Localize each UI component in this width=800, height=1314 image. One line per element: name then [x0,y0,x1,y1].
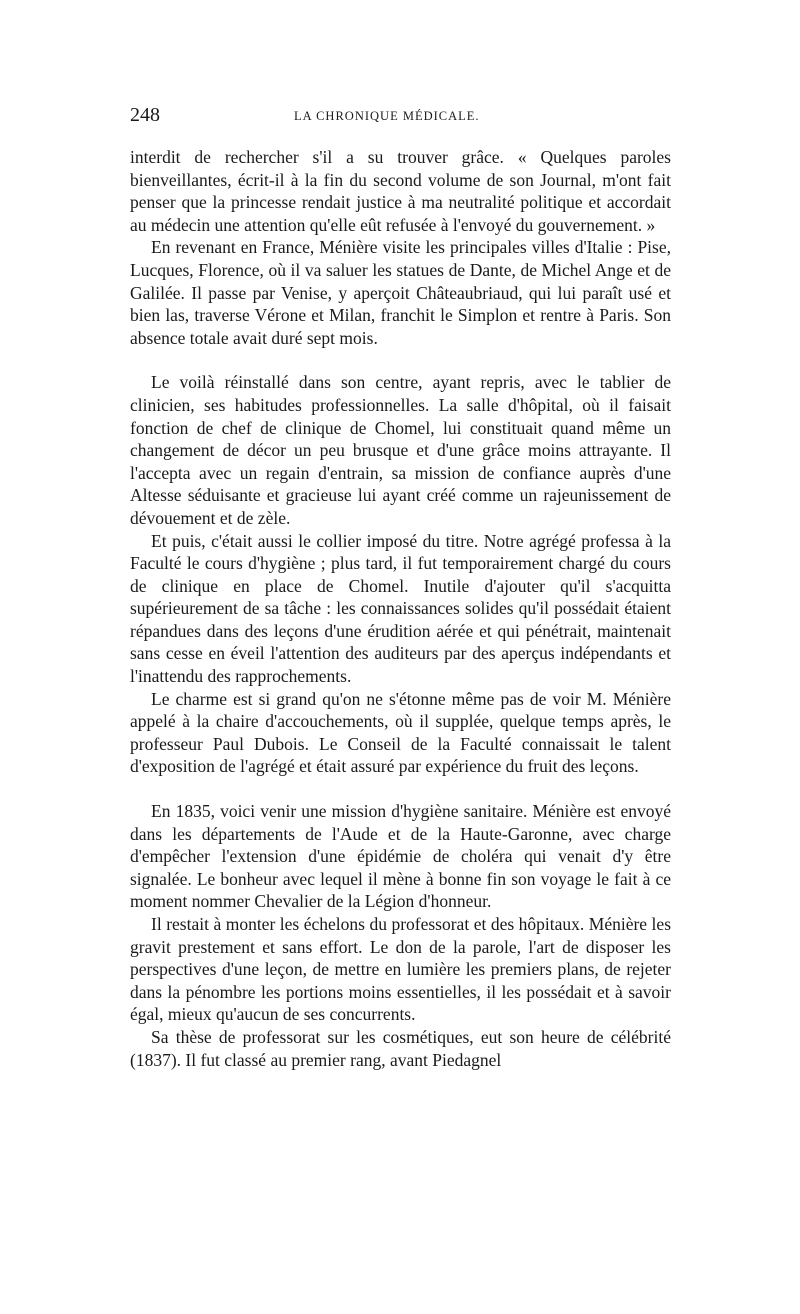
running-title: LA CHRONIQUE MÉDICALE. [294,109,480,123]
paragraph-italy-journey: En revenant en France, Ménière visite les principales villes d'Italie : Pise, Lucques, Florence, où il va saluer les statues de Dante, de Michel Ange et de Galilée. Il passe par Venise, y aperçoit Châteaubriaud, qui lui paraît usé et bien las, traverse Vérone et Milan, franchit le Simplon et rentre à Paris. Son absence totale avait duré sept mois. [130,237,671,348]
page-header [130,104,671,130]
paragraph-faculty-teaching: Et puis, c'était aussi le collier imposé du titre. Notre agrégé professa à la Faculté le cours d'hygiène ; plus tard, il fut temporairement chargé du cours de clinique en place de Chomel. Inutile d'ajouter qu'il s'acquitta supérieurement de sa tâche : les connaissances solides qu'il possédait étaient répandues dans des leçons d'une érudition aérée et qui pénétrait, maintenait sans cesse en éveil l'attention des auditeurs par des aperçus indépendants et l'inattendu des rapprochements. [130,530,671,687]
paragraph-obstetrics-chair: Le charme est si grand qu'on ne s'étonne même pas de voir M. Ménière appelé à la chaire d'accouchements, où il supplée, quelque temps après, le professeur Paul Dubois. Le Conseil de la Faculté connaissait le talent d'exposition de l'agrégé et était assuré par expérience du fruit des leçons. [130,688,671,777]
paragraph-professorship: Il restait à monter les échelons du professorat et des hôpitaux. Ménière les gravit prestement et sans effort. Le don de la parole, l'art de disposer les perspectives d'une leçon, de mettre en lumière les premiers plans, de rejeter dans la pénombre les portions moins essentielles, il les possédait et à savoir égal, mieux qu'aucun de ses concurrents. [130,914,671,1025]
paragraph-continuation: interdit de rechercher s'il a su trouver grâce. « Quelques paroles bienveillantes, écrit-il à la fin du second volume de son Journal, m'ont fait penser que la princesse rendait justice à ma neutralité politique et accordait au médecin une attention qu'elle eût refusée à l'envoyé du gouvernement. » [130,147,671,235]
page-number: 248 [130,104,160,126]
page-body [130,146,671,1071]
paragraph-thesis: Sa thèse de professorat sur les cosmétiques, eut son heure de célébrité (1837). Il fut classé au premier rang, avant Piedagnel [130,1026,671,1070]
paragraph-return-clinic: Le voilà réinstallé dans son centre, ayant repris, avec le tablier de clinicien, ses habitudes professionnelles. La salle d'hôpital, où il faisait fonction de chef de clinique de Chomel, lui constituait quand même un changement de décor un peu brusque et d'une grâce moins attrayante. Il l'accepta avec un regain d'entrain, sa mission de confiance auprès d'une Altesse séduisante et gracieuse lui ayant créé comme un rajeunissement de dévouement et de zèle. [130,372,671,528]
paragraph-cholera-mission: En 1835, voici venir une mission d'hygiène sanitaire. Ménière est envoyé dans les départements de l'Aude et de la Haute-Garonne, avec charge d'empêcher l'extension d'une épidémie de choléra qui venait d'y être signalée. Le bonheur avec lequel il mène à bonne fin son voyage le fait à ce moment nommer Chevalier de la Légion d'honneur. [130,801,671,912]
